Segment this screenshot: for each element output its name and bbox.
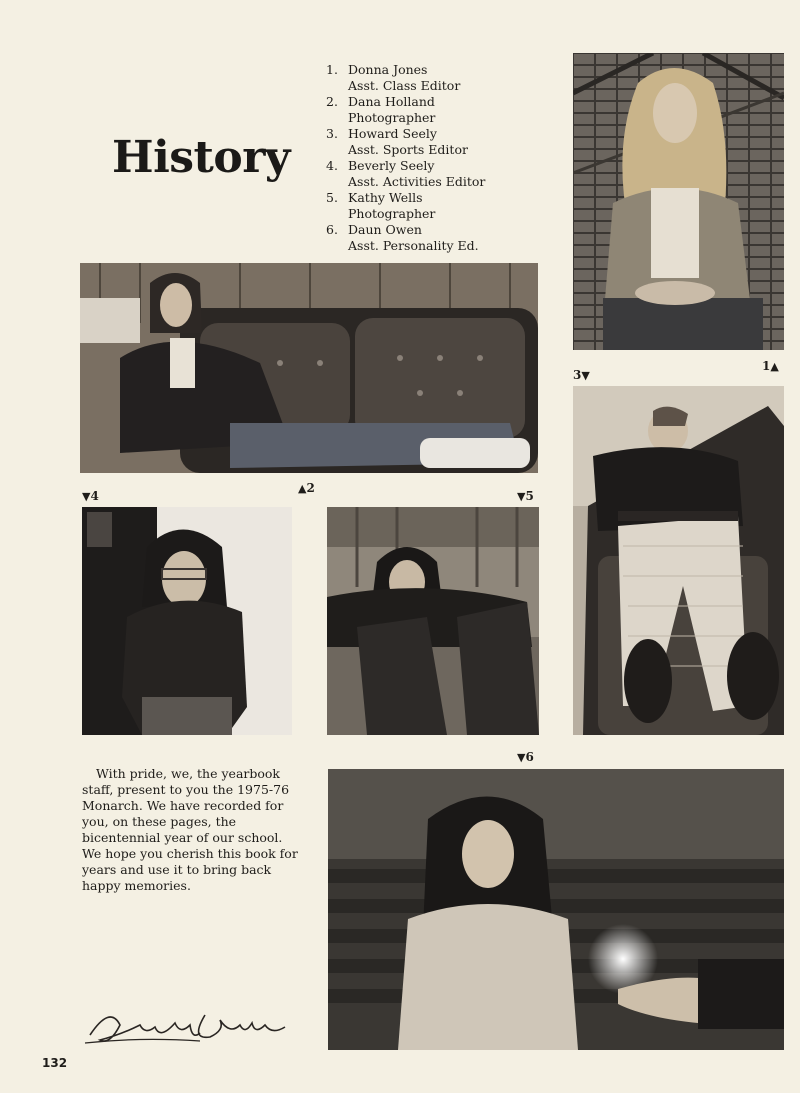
staff-item: 3. Howard Seely Asst. Sports Editor <box>326 126 566 158</box>
marker-6: ▼6 <box>517 750 534 764</box>
photo-1 <box>573 53 784 350</box>
signature <box>80 995 302 1055</box>
staff-item: 2. Dana Holland Photographer <box>326 94 566 126</box>
photo-6 <box>328 769 784 1050</box>
staff-list <box>326 62 566 254</box>
down-triangle-icon: ▼ <box>581 369 590 382</box>
down-triangle-icon: ▼ <box>82 490 91 503</box>
staff-item: 1. Donna Jones Asst. Class Editor <box>326 62 566 94</box>
staff-name: Daun Owen <box>348 222 422 237</box>
marker-5: ▼5 <box>517 489 534 503</box>
page-title: History <box>112 132 290 183</box>
photo-4-image <box>82 507 292 735</box>
staff-role: Photographer <box>348 206 436 221</box>
down-triangle-icon: ▼ <box>517 490 526 503</box>
page-number: 132 <box>42 1056 68 1070</box>
staff-role: Asst. Personality Ed. <box>348 238 479 253</box>
marker-3: 3▼ <box>573 368 590 382</box>
staff-role: Asst. Activities Editor <box>348 174 486 189</box>
staff-item: 6. Daun Owen Asst. Personality Ed. <box>326 222 566 254</box>
marker-2: ▲2 <box>298 481 315 495</box>
staff-role: Asst. Class Editor <box>348 78 461 93</box>
staff-name: Donna Jones <box>348 62 428 77</box>
marker-4: ▼4 <box>82 489 99 503</box>
staff-item: 5. Kathy Wells Photographer <box>326 190 566 222</box>
up-triangle-icon: ▲ <box>298 482 307 495</box>
staff-name: Beverly Seely <box>348 158 435 173</box>
photo-4 <box>82 507 292 735</box>
photo-2-image <box>80 263 538 473</box>
photo-5-image <box>327 507 539 735</box>
marker-1: 1▲ <box>762 359 779 373</box>
staff-item: 4. Beverly Seely Asst. Activities Editor <box>326 158 566 190</box>
up-triangle-icon: ▲ <box>770 360 779 373</box>
intro-paragraph: With pride, we, the yearbook staff, present to you the 1975-76 Monarch. We have recorded for you, on these pages, the bicentennial year of our school. We hope you cherish this book for years and use it to bring back happy memories. <box>82 766 298 893</box>
photo-1-image <box>573 53 784 350</box>
staff-role: Asst. Sports Editor <box>348 142 468 157</box>
staff-name: Kathy Wells <box>348 190 423 205</box>
signature-image <box>80 995 302 1055</box>
photo-5 <box>327 507 539 735</box>
photo-3 <box>573 386 784 735</box>
staff-role: Photographer <box>348 110 436 125</box>
staff-name: Howard Seely <box>348 126 437 141</box>
staff-name: Dana Holland <box>348 94 435 109</box>
photo-6-image <box>328 769 784 1050</box>
photo-2 <box>80 263 538 473</box>
down-triangle-icon: ▼ <box>517 751 526 764</box>
photo-3-image <box>573 386 784 735</box>
